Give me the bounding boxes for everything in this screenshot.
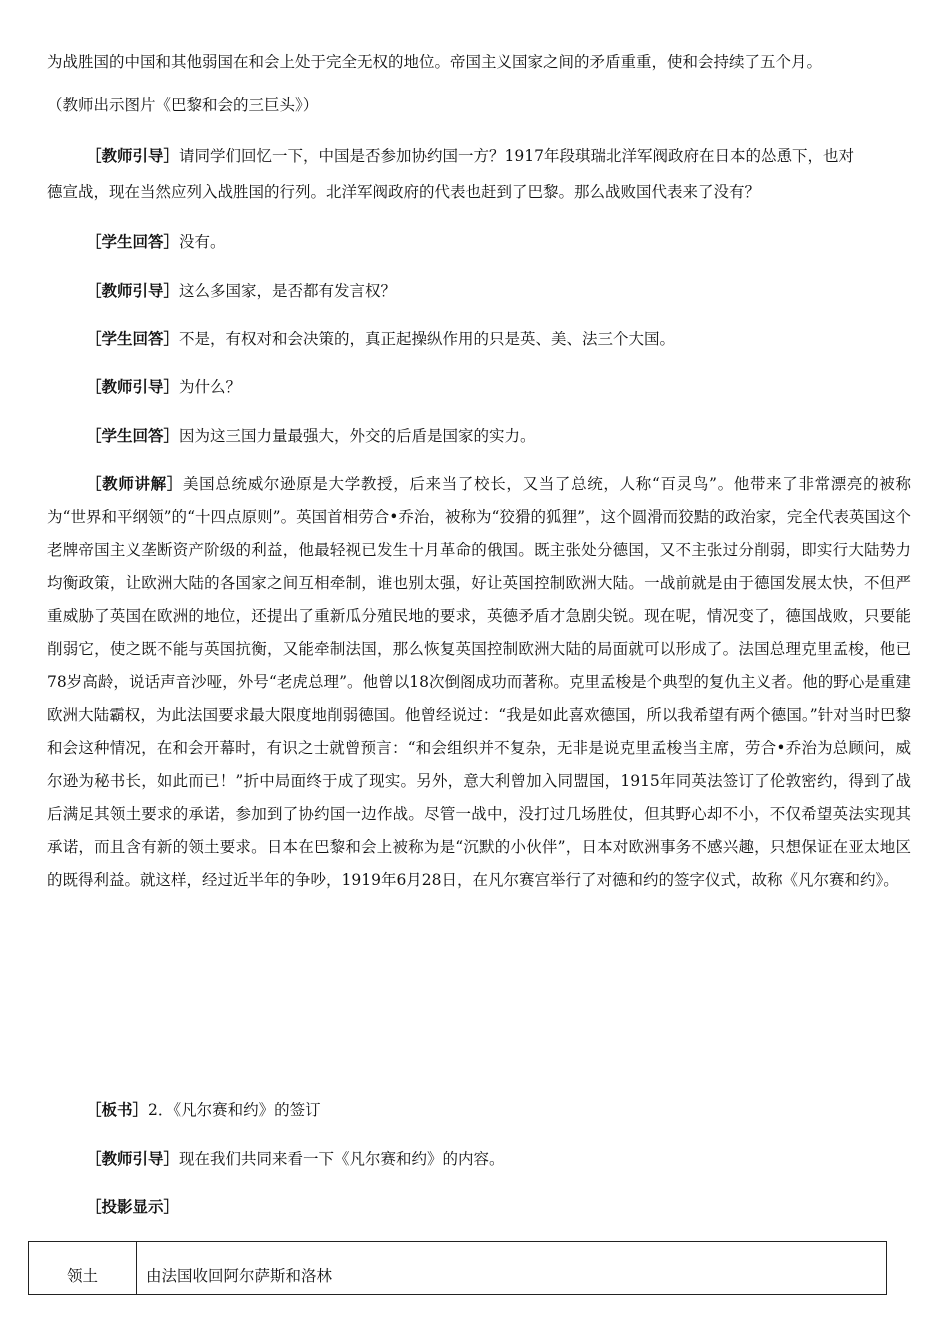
dialogue-text: 为什么？ bbox=[179, 378, 242, 396]
dialogue-text: 这么多国家，是否都有发言权？ bbox=[179, 282, 397, 300]
table-row bbox=[29, 1242, 887, 1295]
treaty-content-table bbox=[28, 1241, 887, 1295]
teacher-guide-label: ［教师引导］ bbox=[86, 377, 180, 396]
teacher-guide-label: ［教师引导］ bbox=[86, 1149, 180, 1168]
dialogue-text: 没有。 bbox=[179, 233, 226, 251]
board-text: 2．《凡尔赛和约》的签订 bbox=[148, 1101, 321, 1119]
teacher-guide-label: ［教师引导］ bbox=[86, 146, 180, 165]
dialogue-text: 因为这三国力量最强大，外交的后盾是国家的实力。 bbox=[179, 427, 536, 445]
dialogue-item bbox=[86, 232, 226, 252]
teacher-lecture-paragraph bbox=[47, 467, 911, 897]
student-answer-label: ［学生回答］ bbox=[86, 329, 180, 348]
dialogue-continuation: 德宣战，现在当然应列入战胜国的行列。北洋军阀政府的代表也赶到了巴黎。那么战败国代表来了没有？ bbox=[47, 183, 761, 201]
projection-label: ［投影显示］ bbox=[86, 1197, 180, 1216]
teacher-guide-label: ［教师引导］ bbox=[86, 281, 180, 300]
dialogue-item bbox=[86, 329, 675, 349]
lecture-text: 美国总统威尔逊原是大学教授，后来当了校长，又当了总统，人称“百灵鸟”。他带来了非常漂亮的被称为“世界和平纲领”的“十四点原则”。英国首相劳合•乔治，被称为“狡猾的狐狸”，这个圆滑而狡黠的政治家，完全代表英国这个老牌帝国主义垄断资产阶级的利益，他最轻视已发生十月革命的俄国。既主张处分德国，又不主张过分削弱，即实行大陆势力均衡政策，让欧洲大陆的各国家之间互相牵制，谁也别太强，好让英国控制欧洲大陆。一战前就是由于德国发展太快，不但严重威胁了英国在欧洲的地位，还提出了重新瓜分殖民地的要求，英德矛盾才急剧尖锐。现在呢，情况变了，德国战败，只要能削弱它，使之既不能与英国抗衡，又能牵制法国，那么恢复英国控制欧洲大陆的局面就可以形成了。法国总理克里孟梭，他已78岁高龄，说话声音沙哑，外号“老虎总理”。他曾以18次倒阁成功而著称。克里孟梭是个典型的复仇主义者。他的野心是重建欧洲大陆霸权，为此法国要求最大限度地削弱德国。他曾经说过：“我是如此喜欢德国，所以我希望有两个德国。”针对当时巴黎和会这种情况，在和会开幕时，有识之士就曾预言：“和会组织并不复杂，无非是说克里孟梭当主席，劳合•乔治为总顾问，威尔逊为秘书长，如此而已！”折中局面终于成了现实。另外，意大利曾加入同盟国，1915年同英法签订了伦敦密约，得到了战后满足其领土要求的承诺，参加到了协约国一边作战。尽管一战中，没打过几场胜仗，但其野心却不小，不仅希望英法实现其承诺，而且含有新的领土要求。日本在巴黎和会上被称为是“沉默的小伙伴”，日本对欧洲事务不感兴趣，只想保证在亚太地区的既得利益。就这样，经过近半年的争吵，1919年6月28日，在凡尔赛宫举行了对德和约的签字仪式，故称《凡尔赛和约》。 bbox=[47, 475, 911, 889]
board-label: ［板书］ bbox=[86, 1100, 149, 1119]
intro-line-2: （教师出示图片《巴黎和会的三巨头》） bbox=[47, 96, 319, 114]
table-cell-content: 由法国收回阿尔萨斯和洛林 bbox=[137, 1242, 887, 1295]
dialogue-text: 现在我们共同来看一下《凡尔赛和约》的内容。 bbox=[179, 1150, 505, 1168]
board-item bbox=[86, 1100, 321, 1120]
dialogue-item bbox=[86, 146, 854, 166]
dialogue-item bbox=[86, 426, 536, 446]
dialogue-item bbox=[86, 1149, 505, 1169]
projection-item bbox=[86, 1197, 179, 1217]
teacher-lecture-label: ［教师讲解］ bbox=[86, 474, 184, 493]
student-answer-label: ［学生回答］ bbox=[86, 426, 180, 445]
intro-line-1: 为战胜国的中国和其他弱国在和会上处于完全无权的地位。帝国主义国家之间的矛盾重重，使和会持续了五个月。 bbox=[47, 53, 823, 71]
dialogue-text: 请同学们回忆一下，中国是否参加协约国一方？1917年段琪瑞北洋军阀政府在日本的怂恿下，也对 bbox=[179, 147, 854, 165]
table-cell-category: 领土 bbox=[29, 1242, 137, 1295]
dialogue-text: 不是，有权对和会决策的，真正起操纵作用的只是英、美、法三个大国。 bbox=[179, 330, 676, 348]
student-answer-label: ［学生回答］ bbox=[86, 232, 180, 251]
dialogue-item bbox=[86, 281, 396, 301]
dialogue-item bbox=[86, 377, 241, 397]
